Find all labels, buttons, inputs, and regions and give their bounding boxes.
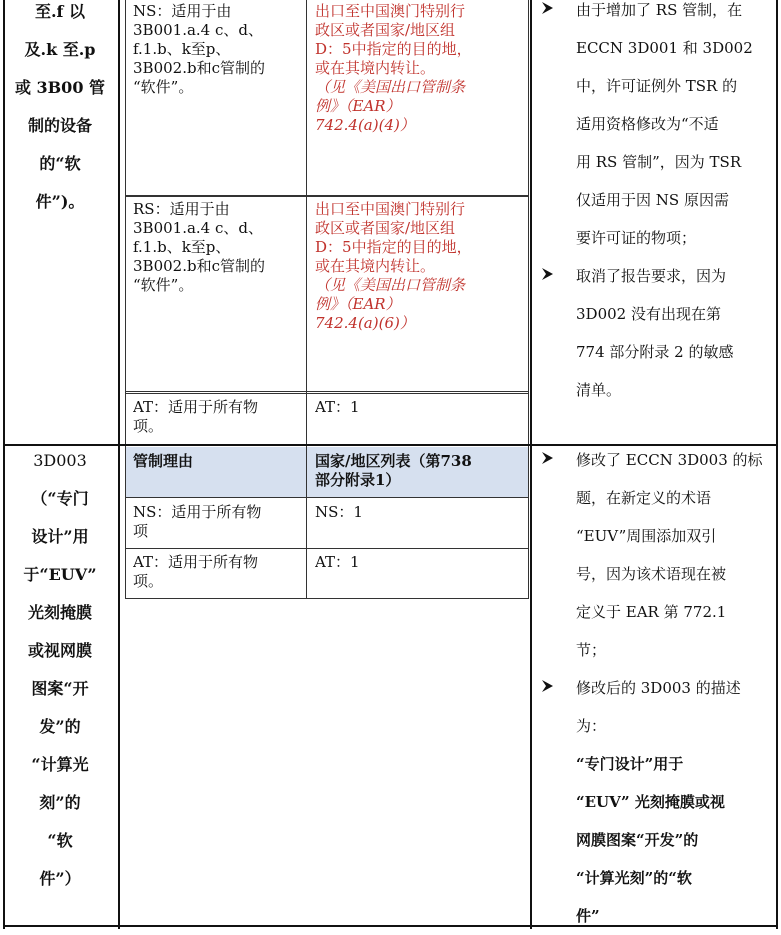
cell-line: RS：适用于由 [133,200,230,218]
description-line: 于“EUV” [23,565,97,584]
description-line: “软 [47,831,73,850]
inner-row-line [125,598,529,599]
note-line: “EUV”周围添加双引 [576,527,717,545]
at-country-cell [315,398,525,417]
cell-line: 742.4(a)(6)） [315,314,415,332]
note-line: “专门设计”用于 [576,755,684,773]
description-line: （“专门 [31,489,89,508]
cell-line: 或在其境内转让。 [315,257,436,275]
cell-line: D：5中指定的目的地， [315,238,472,256]
cell-line: 742.4(a)(4)） [315,116,415,134]
note-line: 适用资格修改为“不适 [576,115,719,133]
note-line: 修改了 ECCN 3D003 的标 [576,451,763,469]
at-country-cell [315,553,525,572]
cell-line: AT：1 [315,398,360,416]
note-line: ECCN 3D001 和 3D002 [576,39,753,57]
cell-line: 政区或者国家/地区组 [315,219,456,237]
note-line: 由于增加了 RS 管制，在 [576,1,743,19]
inner-left-border [125,446,126,599]
cell-line: NS：1 [315,503,363,521]
description-line: 制的设备 [27,116,92,135]
cell-line: 3B001.a.4 c、d、 [133,21,263,39]
description-line: 至.f 以 [34,2,86,21]
row1-item-description [4,0,116,221]
header-label: 国家/地区列表（第738 [315,452,472,470]
cell-line: 出口至中国澳门特别行 [315,200,466,218]
cell-line: NS：适用于所有物 [133,503,262,521]
cell-line: 例》（EAR） [315,97,401,115]
note-line: 号，因为该术语现在被 [576,565,727,583]
note-line: 要许可证的物项； [576,229,697,247]
rs-country-cell [315,200,525,333]
header-label: 部分附录1） [315,471,401,489]
cell-line: 3B002.b和c管制的 [133,257,265,275]
cell-line: AT：适用于所有物 [133,398,259,416]
arrowhead-bullet-icon [540,1,554,19]
note-line: 仅适用于因 NS 原因需 [576,191,729,209]
inner-mid-border [306,0,307,444]
inner-row-line [125,393,529,394]
row2-item-description [4,442,116,898]
cell-line: 出口至中国澳门特别行 [315,2,466,20]
description-line: 刻”的 [39,793,81,812]
inner-row-line [125,391,529,392]
note-line: 3D002 没有出现在第 [576,305,721,323]
note-line: 取消了报告要求，因为 [576,267,727,285]
col-divider-2 [530,0,532,929]
bullet-item [540,0,772,257]
cell-line: f.1.b、k至p、 [133,238,231,256]
cell-line: f.1.b、k至p、 [133,40,231,58]
description-line: 的“软 [39,154,81,173]
row2-change-notes [540,441,772,935]
inner-row-line [125,548,529,549]
note-line: 定义于 EAR 第 772.1 [576,603,727,621]
header-control-reason [133,452,303,471]
cell-line: 例》（EAR） [315,295,401,313]
description-line: 及.k 至.p [24,40,96,59]
cell-line: 3B002.b和c管制的 [133,59,265,77]
arrowhead-bullet-icon [540,451,554,469]
cell-line: 项 [133,522,149,540]
inner-right-border [528,0,529,444]
description-line: 光刻掩膜 [27,603,92,622]
note-line: 中，许可证例外 TSR 的 [576,77,738,95]
note-line: 用 RS 管制”，因为 TSR [576,153,742,171]
description-line: 3D003 [33,451,87,470]
note-line: 修改后的 3D003 的描述 [576,679,741,697]
cell-line: NS：适用于由 [133,2,232,20]
cell-line: AT：适用于所有物 [133,553,259,571]
col-divider-1 [118,0,120,929]
cell-line: “软件”。 [133,276,194,294]
description-line: “计算光 [31,755,89,774]
cell-line: （见《美国出口管制条 [315,78,466,96]
note-line: 774 部分附录 2 的敏感 [576,343,734,361]
bullet-item [540,257,772,409]
header-country-chart [315,452,525,490]
inner-left-border [125,0,126,444]
note-line: 题，在新定义的术语 [576,489,712,507]
bullet-item [540,441,772,669]
cell-line: 3B001.a.4 c、d、 [133,219,263,237]
cell-line: 项。 [133,417,164,435]
cell-line: 项。 [133,572,164,590]
cell-line: “软件”。 [133,78,194,96]
description-line: 或 3B00 管 [14,78,106,97]
arrowhead-bullet-icon [540,679,554,697]
row1-change-notes [540,0,772,409]
cell-line: 政区或者国家/地区组 [315,21,456,39]
note-line: “计算光刻”的“软 [576,869,692,887]
description-line: 图案“开 [31,679,89,698]
ns-reason-cell [133,2,303,97]
table-right-border [776,0,778,929]
description-line: 件”） [39,869,81,888]
ns-country-cell [315,503,525,522]
note-line: 为： [576,717,607,735]
note-line: “EUV” 光刻掩膜或视 [576,793,725,811]
inner-right-border [528,446,529,599]
header-label: 管制理由 [133,452,194,470]
ns-reason-cell [133,503,303,541]
description-line: 发”的 [39,717,81,736]
cell-line: 或在其境内转让。 [315,59,436,77]
note-line: 节； [576,641,607,659]
description-line: 设计”用 [31,527,89,546]
ns-country-cell [315,2,525,135]
cell-line: AT：1 [315,553,360,571]
bullet-item [540,669,772,935]
description-line: 或视网膜 [27,641,92,660]
inner-row-line [125,196,529,197]
at-reason-cell [133,398,303,436]
at-reason-cell [133,553,303,591]
inner-mid-border [306,446,307,599]
note-line: 件” [576,907,600,925]
cell-line: （见《美国出口管制条 [315,276,466,294]
rs-reason-cell [133,200,303,295]
inner-row-line [125,497,529,498]
cell-line: D：5中指定的目的地， [315,40,472,58]
note-line: 网膜图案“开发”的 [576,831,699,849]
note-line: 清单。 [576,381,622,399]
description-line: 件”)。 [35,192,85,211]
arrowhead-bullet-icon [540,267,554,285]
